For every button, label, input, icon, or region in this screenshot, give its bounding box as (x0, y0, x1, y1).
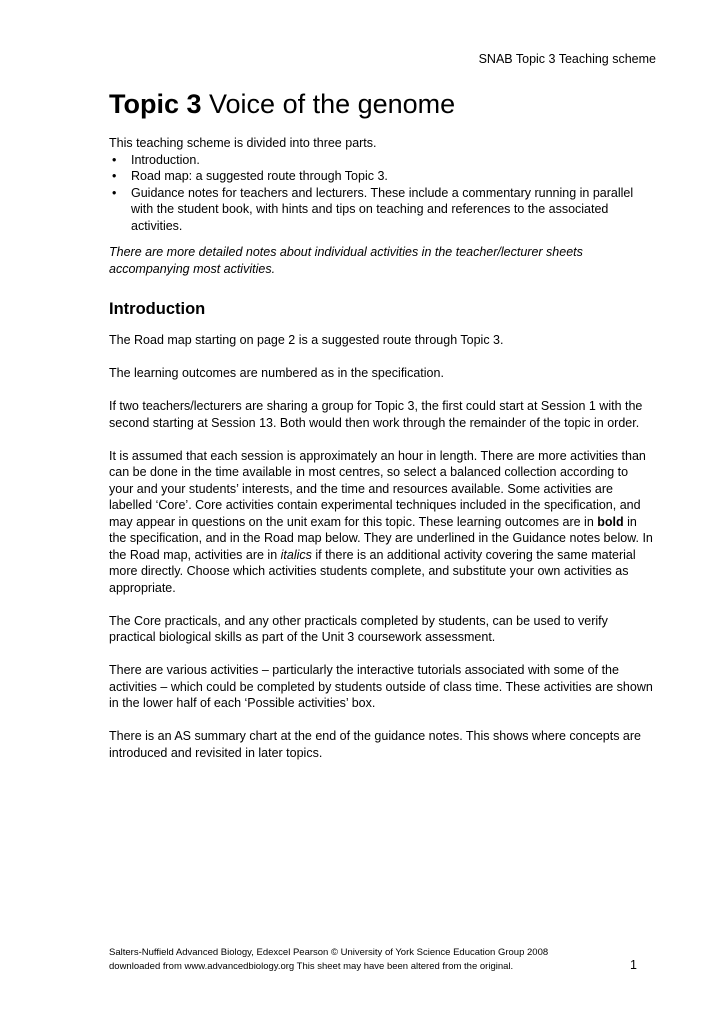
list-item-text: Introduction. (131, 152, 200, 167)
paragraph-shared-group: If two teachers/lecturers are sharing a group for Topic 3, the first could start at Session 1 with the second starting at Session 13. Both would then work through the remainder of the topic in order. (109, 399, 643, 430)
running-header: SNAB Topic 3 Teaching scheme (478, 52, 656, 66)
paragraph-text: It is assumed that each session is approximately an hour in length. There are more activities than can be done in the time available in most centres, so select a balanced collection according to your and your students’ interests, and the time and resources available. Some activities are labelled ‘Core’. Core activities contain experimental techniques included in the specification, and may appear in questions on the unit exam for this topic. These learning outcomes are in (109, 448, 646, 529)
footer-download-note: downloaded from www.advancedbiology.org This sheet may have been altered from the original. (109, 961, 514, 972)
list-item (109, 185, 654, 235)
paragraph-road-map: The Road map starting on page 2 is a suggested route through Topic 3. (109, 333, 504, 347)
page-number: 1 (630, 958, 637, 972)
italic-word: italics (280, 547, 312, 562)
intro-lead: This teaching scheme is divided into three parts. (109, 136, 377, 150)
title-topic-name: Voice of the genome (201, 89, 456, 119)
paragraph-learning-outcomes: The learning outcomes are numbered as in the specification. (109, 366, 444, 380)
paragraph-various-activities: There are various activities – particularly the interactive tutorials associated with some of the activities – which could be completed by students outside of class time. These activities are shown in the lower half of each ‘Possible activities’ box. (109, 663, 653, 710)
bullet-icon: • (112, 152, 117, 167)
page-title (109, 86, 455, 122)
page-content (109, 135, 654, 778)
paragraph-text: in the specification, and in the Road map below. They are underlined in the Guidance notes below. In the Road map, activities are in (109, 514, 653, 562)
list-item (109, 152, 654, 169)
footer-copyright: Salters-Nuffield Advanced Biology, Edexcel Pearson © University of York Science Education Group 2008 (109, 947, 549, 958)
paragraph-text: if there is an additional activity covering the same material more directly. Choose which activities students complete, and substitute your own activities as appropriate. (109, 547, 636, 595)
list-item-text: Road map: a suggested route through Topic 3. (131, 169, 388, 183)
list-item-text: Guidance notes for teachers and lecturers. These include a commentary running in parallel with the student book, with hints and tips on teaching and references to the associated activities. (131, 185, 634, 233)
paragraph-core-practicals: The Core practicals, and any other practicals completed by students, can be used to verify practical biological skills as part of the Unit 3 coursework assessment. (109, 613, 608, 644)
paragraph-sessions (109, 448, 654, 597)
parts-list (109, 152, 654, 235)
activity-notes-remark: There are more detailed notes about individual activities in the teacher/lecturer sheets accompanying most activities. (109, 245, 583, 276)
paragraph-summary-chart: There is an AS summary chart at the end of the guidance notes. This shows where concepts are introduced and revisited in later topics. (109, 729, 642, 760)
bullet-icon: • (112, 169, 117, 183)
bold-word: bold (597, 514, 624, 529)
bullet-icon: • (112, 185, 117, 200)
list-item (109, 168, 654, 185)
title-topic-number: Topic 3 (109, 89, 202, 119)
section-heading-introduction: Introduction (109, 300, 206, 318)
page-footer (109, 946, 639, 974)
